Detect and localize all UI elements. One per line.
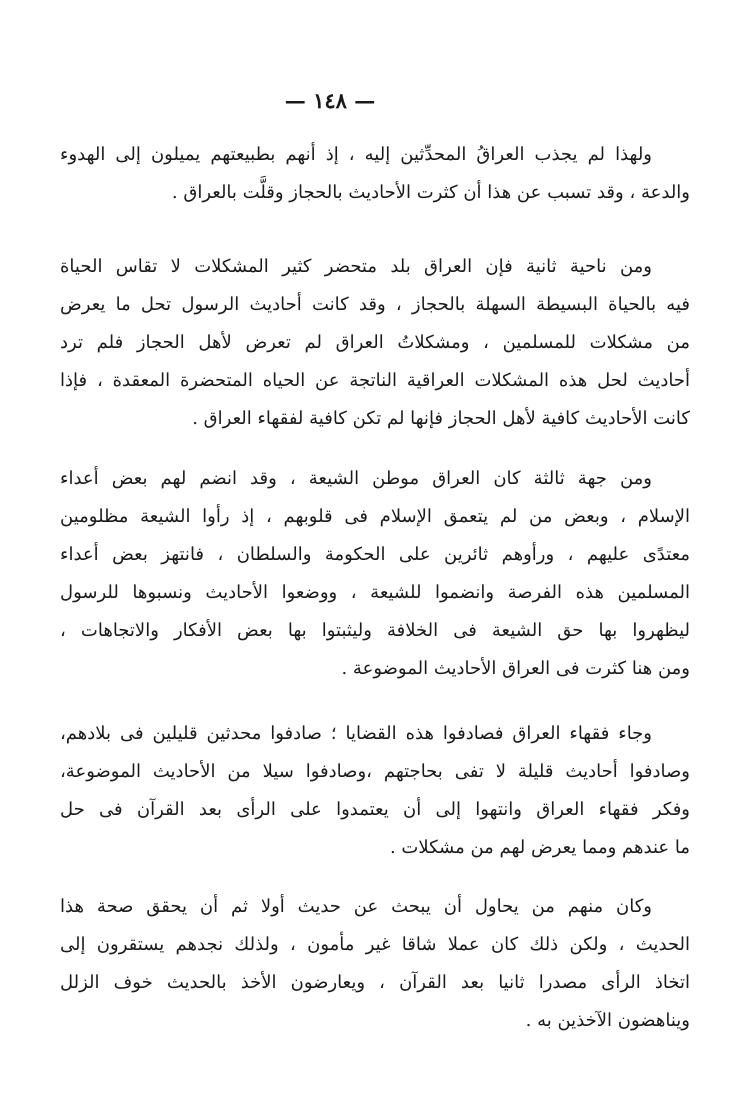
text-line: الإسلام ، وبعض من لم يتعمق الإسلام فى قلوبهم ، إذ رأوا الشيعة مظلومين [60,506,690,527]
paragraph-4 [60,715,690,867]
text-line: أحاديث لحل هذه المشكلات العراقية الناتجة عن الحياه المتحضرة المعقدة ، فإذا [60,370,690,391]
text-line: ومن جهة ثالثة كان العراق موطن الشيعة ، وقد انضم لهم بعض أعداء [60,468,652,489]
text-line: الحديث ، ولكن ذلك كان عملا شاقا غير مأمون ، ولذلك نجدهم يستقرون إلى [60,934,690,955]
text-line: وجاء فقهاء العراق فصادفوا هذه القضايا ؛ صادفوا محدثين قليلين فى بلادهم، [60,723,652,744]
text-line: ما عندهم ومما يعرض لهم من مشكلات . [389,837,690,858]
paragraph-1 [60,136,690,212]
page-number: — ١٤٨ — [284,88,376,113]
paragraph-5 [60,888,690,1040]
text-line: كانت الأحاديث كافية لأهل الحجاز فإنها لم تكن كافية لفقهاء العراق . [192,408,690,429]
text-line: المسلمين هذه الفرصة وانضموا للشيعة ، ووضعوا الأحاديث ونسبوها للرسول [60,582,690,603]
text-line: اتخاذ الرأى مصدرا ثانيا بعد القرآن ، ويعارضون الأخذ بالحديث خوف الزلل [60,972,690,993]
text-line: ومن هنا كثرت فى العراق الأحاديث الموضوعة . [341,658,690,679]
text-line: ولهذا لم يجذب العراقُ المحدِّثين إليه ، إذ أنهم بطبيعتهم يميلون إلى الهدوء [60,144,652,165]
text-line: والدعة ، وقد تسبب عن هذا أن كثرت الأحاديث بالحجاز وقلَّت بالعراق . [171,182,690,203]
text-line: معتدًى عليهم ، ورأوهم ثائرين على الحكومة والسلطان ، فانتهز بعض أعداء [60,544,690,565]
text-line: ويناهضون الآخذين به . [525,1010,690,1031]
text-line: من مشكلات للمسلمين ، ومشكلاتُ العراق لم تعرض لأهل الحجاز فلم ترد [60,332,690,353]
text-line: وفكر فقهاء العراق وانتهوا إلى أن يعتمدوا على الرأى بعد القرآن فى حل [60,799,690,820]
paragraph-3 [60,460,690,688]
text-line: ليظهروا بها حق الشيعة فى الخلافة وليثبتوا بها بعض الأفكار والاتجاهات ، [60,620,690,641]
paragraph-2 [60,248,690,438]
text-line: ومن ناحية ثانية فإن العراق بلد متحضر كثير المشكلات لا تقاس الحياة [60,256,652,277]
text-line: فيه بالحياة البسيطة السهلة بالحجاز ، وقد كانت أحاديث الرسول تحل ما يعرض [60,294,690,315]
text-line: وكان منهم من يحاول أن يبحث عن حديث أولا ثم أن يحقق صحة هذا [60,896,652,917]
text-line: وصادفوا أحاديث قليلة لا تفى بحاجتهم ،وصادفوا سيلا من الأحاديث الموضوعة، [60,761,690,782]
